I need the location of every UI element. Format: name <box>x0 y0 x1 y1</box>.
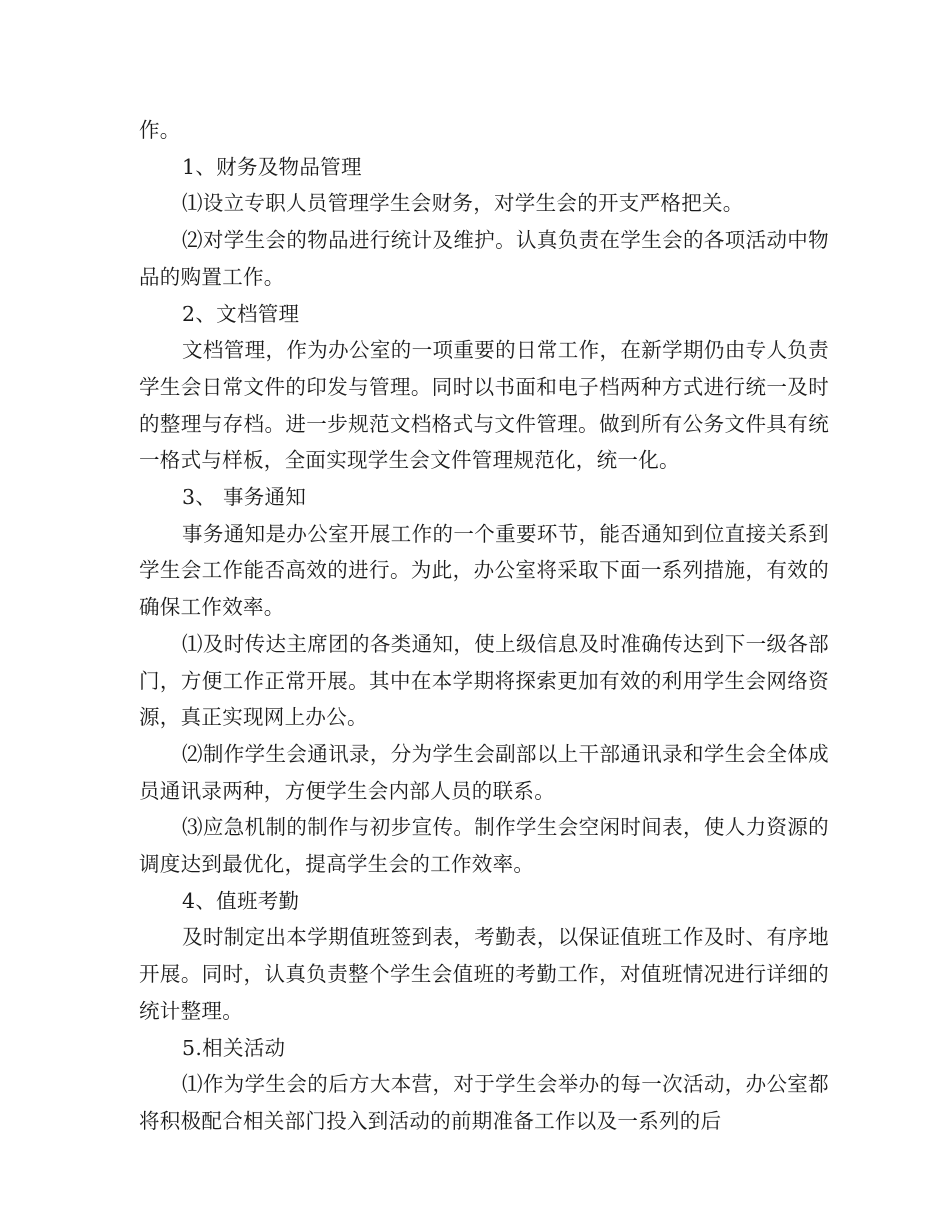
paragraph-notices-2: ⑵制作学生会通讯录，分为学生会副部以上干部通讯录和学生会全体成员通讯录两种，方便学生会内部人员的联系。 <box>139 741 829 803</box>
paragraph-continuation: 作。 <box>139 118 181 142</box>
paragraph-finance-2: ⑵对学生会的物品进行统计及维护。认真负责在学生会的各项活动中物品的购置工作。 <box>139 228 829 289</box>
heading-activities: 5.相关活动 <box>182 1035 286 1060</box>
paragraph-notices-3: ⑶应急机制的制作与初步宣传。制作学生会空闲时间表，使人力资源的调度达到最优化，提高学生会的工作效率。 <box>139 815 829 877</box>
heading-notices: 3、 事务通知 <box>182 485 307 510</box>
paragraph-notices-1: ⑴及时传达主席团的各类通知，使上级信息及时准确传达到下一级各部门，方便工作正常开展。其中在本学期将探索更加有效的利用学生会网络资源，真正实现网上办公。 <box>139 631 829 730</box>
heading-finance-items: 1、财务及物品管理 <box>182 154 362 179</box>
paragraph-notices-intro: 事务通知是办公室开展工作的一个重要环节，能否通知到位直接关系到学生会工作能否高效的进行。为此，办公室将采取下面一系列措施，有效的确保工作效率。 <box>139 521 829 620</box>
heading-document-management: 2、文档管理 <box>182 301 300 326</box>
paragraph-attendance: 及时制定出本学期值班签到表，考勤表，以保证值班工作及时、有序地开展。同时，认真负责整个学生会值班的考勤工作，对值班情况进行详细的统计整理。 <box>139 925 829 1023</box>
document-body <box>139 112 829 1140</box>
paragraph-activities-1: ⑴作为学生会的后方大本营，对于学生会举办的每一次活动，办公室都将积极配合相关部门投入到活动的前期准备工作以及一系列的后 <box>139 1072 829 1133</box>
paragraph-finance-1: ⑴设立专职人员管理学生会财务，对学生会的开支严格把关。 <box>182 191 744 216</box>
paragraph-document-management: 文档管理，作为办公室的一项重要的日常工作，在新学期仍由专人负责学生会日常文件的印发与管理。同时以书面和电子档两种方式进行统一及时的整理与存档。进一步规范文档格式与文件管理。做到所有公务文件具有统一格式与样板，全面实现学生会文件管理规范化，统一化。 <box>139 338 829 473</box>
heading-attendance: 4、值班考勤 <box>182 888 300 913</box>
